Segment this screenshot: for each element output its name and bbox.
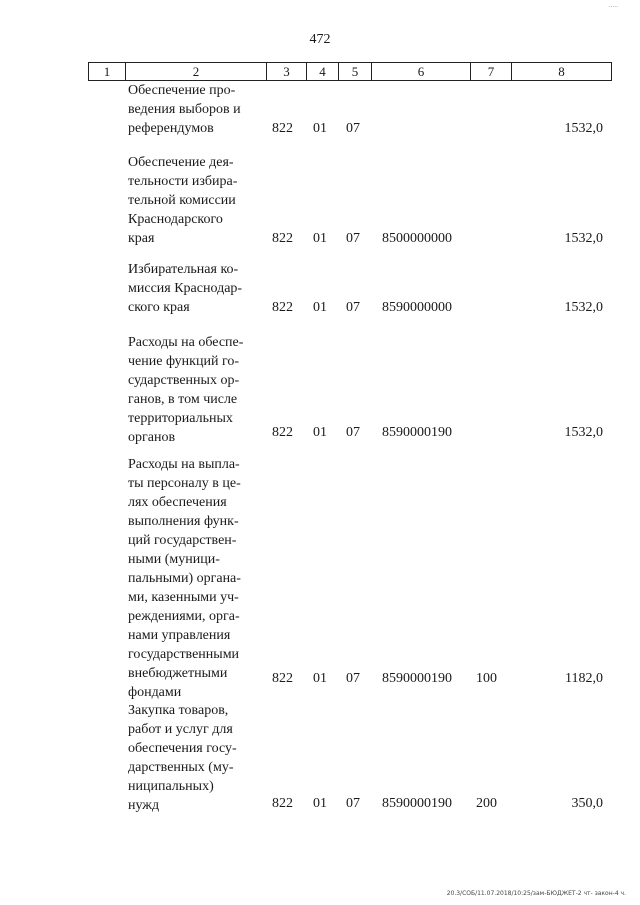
row-6-col-6: 8590000190 (382, 796, 452, 811)
page-number: 472 (309, 32, 331, 47)
row-3-col-5: 07 (346, 300, 360, 315)
row-5-col-7: 100 (476, 671, 497, 686)
row-6-col-7: 200 (476, 796, 497, 811)
text-line: ты персоналу в це- (128, 476, 241, 491)
row-6-col-4: 01 (313, 796, 327, 811)
text-line: обеспечения госу- (128, 741, 237, 756)
row-5-description (128, 455, 256, 702)
row-2-col-8: 1532,0 (564, 231, 603, 246)
row-4-col-5: 07 (346, 425, 360, 440)
row-6-col-8: 350,0 (571, 796, 603, 811)
text-line: референдумов (128, 121, 214, 136)
text-line: Обеспечение дея- (128, 155, 234, 170)
text-line: ского края (128, 300, 190, 315)
text-line: Обеспечение про- (128, 83, 236, 98)
row-5-col-3: 822 (272, 671, 293, 686)
row-4-col-3: 822 (272, 425, 293, 440)
text-line: ций государствен- (128, 533, 237, 548)
text-line: Расходы на обеспе- (128, 335, 244, 350)
text-line: ми, казенными уч- (128, 590, 239, 605)
text-line: фондами (128, 685, 182, 700)
row-6-col-3: 822 (272, 796, 293, 811)
row-3-col-4: 01 (313, 300, 327, 315)
text-line: лях обеспечения (128, 495, 227, 510)
row-3-description (128, 260, 256, 317)
row-1-col-4: 01 (313, 121, 327, 136)
row-5-col-5: 07 (346, 671, 360, 686)
row-5-col-4: 01 (313, 671, 327, 686)
text-line: Краснодарского (128, 212, 223, 227)
row-1-col-8: 1532,0 (564, 121, 603, 136)
text-line: тельности избира- (128, 174, 238, 189)
text-line: тельной комиссии (128, 193, 236, 208)
text-line: Закупка товаров, (128, 703, 229, 718)
row-5-col-8: 1182,0 (565, 671, 603, 686)
text-line: работ и услуг для (128, 722, 233, 737)
text-line: ганов, в том числе (128, 392, 238, 407)
row-2-col-5: 07 (346, 231, 360, 246)
text-line: внебюджетными (128, 666, 228, 681)
text-line: ными (муници- (128, 552, 220, 567)
row-3-col-8: 1532,0 (564, 300, 603, 315)
text-line: ведения выборов и (128, 102, 241, 117)
row-2-description (128, 153, 256, 248)
text-line: дарственных (му- (128, 760, 234, 775)
column-header-2: 2 (126, 63, 267, 81)
text-line: сударственных ор- (128, 373, 240, 388)
top-mark: ····· (608, 4, 618, 11)
row-4-col-8: 1532,0 (564, 425, 603, 440)
row-4-col-6: 8590000190 (382, 425, 452, 440)
row-5-col-6: 8590000190 (382, 671, 452, 686)
row-3-col-3: 822 (272, 300, 293, 315)
column-header-6: 6 (372, 63, 471, 81)
text-line: органов (128, 430, 176, 445)
row-4-description (128, 333, 256, 447)
row-6-description (128, 701, 256, 815)
column-header-3: 3 (267, 63, 307, 81)
document-footer: 20.3/СОБ/11.07.2018/10:25/зам-БЮДЖЕТ-2 чт- закон-4 ч. (446, 890, 626, 897)
row-6-col-5: 07 (346, 796, 360, 811)
row-2-col-4: 01 (313, 231, 327, 246)
column-header-row (88, 62, 612, 81)
text-line: нами управления (128, 628, 231, 643)
row-1-col-5: 07 (346, 121, 360, 136)
text-line: ниципальных) (128, 779, 214, 794)
text-line: чение функций го- (128, 354, 240, 369)
text-line: пальными) органа- (128, 571, 241, 586)
text-line: Избирательная ко- (128, 262, 239, 277)
column-header-5: 5 (339, 63, 372, 81)
row-2-col-3: 822 (272, 231, 293, 246)
column-header-4: 4 (307, 63, 339, 81)
text-line: территориальных (128, 411, 233, 426)
column-header-7: 7 (471, 63, 512, 81)
text-line: края (128, 231, 155, 246)
text-line: миссия Краснодар- (128, 281, 243, 296)
column-header-8: 8 (512, 63, 612, 81)
row-4-col-4: 01 (313, 425, 327, 440)
row-2-col-6: 8500000000 (382, 231, 452, 246)
text-line: государственными (128, 647, 240, 662)
text-line: реждениями, орга- (128, 609, 240, 624)
row-3-col-6: 8590000000 (382, 300, 452, 315)
row-1-col-3: 822 (272, 121, 293, 136)
row-1-description (128, 81, 256, 138)
column-header-1: 1 (89, 63, 126, 81)
text-line: Расходы на выпла- (128, 457, 240, 472)
text-line: нужд (128, 798, 160, 813)
text-line: выполнения функ- (128, 514, 239, 529)
